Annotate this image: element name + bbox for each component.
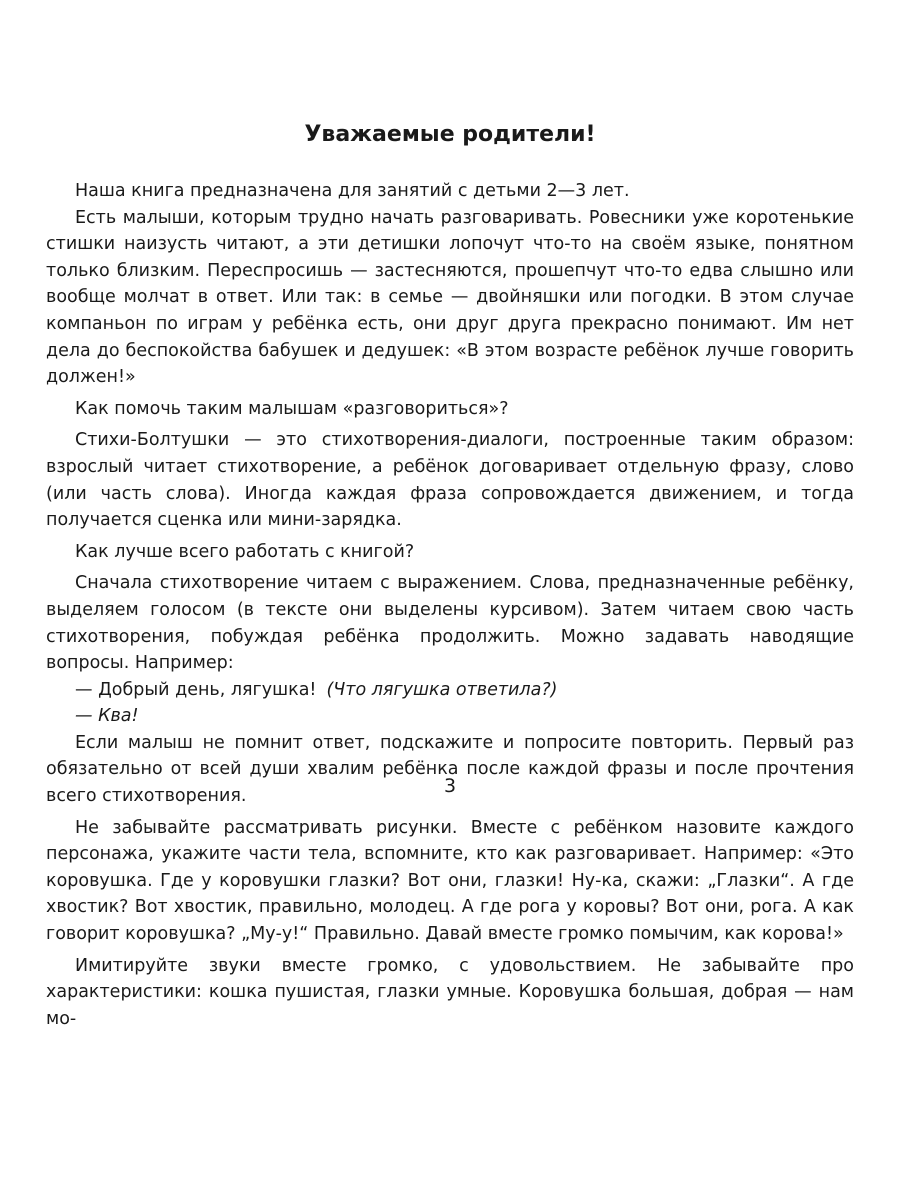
dialogue-prompt-italic: (Что лягушка ответила?): [326, 679, 558, 700]
paragraph-question-help: Как помочь таким малышам «разговориться»?: [75, 398, 509, 419]
book-page: [46, 0, 854, 1200]
page-number: 3: [443, 775, 457, 797]
body-text: [46, 178, 854, 1032]
paragraph-question-work: Как лучше всего работать с книгой?: [75, 541, 415, 562]
paragraph-intro: Наша книга предназначена для занятий с детьми 2—3 лет.: [75, 181, 630, 201]
paragraph-praise: Если малыш не помнит ответ, подскажите и попросите повторить. Первый раз обязательно от всей души хвалим ребёнка после каждой фразы и после прочтения всего стихотворения.: [46, 732, 854, 807]
dialogue-line-greeting: [46, 677, 854, 704]
paragraph-pictures: Не забывайте рассматривать рисунки. Вместе с ребёнком назовите каждого персонажа, укажите части тела, вспомните, кто как разговаривает. Например: «Это коровушка. Где у коровушки глазки? Вот они, глазки! Ну-ка, скажи: „Глазки“. А где хвостик? Вот хвостик, правильно, молодец. А где рога у коровы? Вот они, рога. А как говорит коровушка? „Му-у!“ Правильно. Давай вместе громко помычим, как корова!»: [46, 817, 854, 945]
paragraph-method: Сначала стихотворение читаем с выражением. Слова, предназначенные ребёнку, выделяем голосом (в тексте они выделены курсивом). Затем читаем свою часть стихотворения, побуждая ребёнка продолжить. Можно задавать наводящие вопросы. Например:: [46, 573, 854, 674]
dialogue-line-answer: [46, 703, 854, 730]
paragraph-description: Стихи-Болтушки — это стихотворения-диалоги, построенные таким образом: взрослый читает стихотворение, а ребёнок договаривает отдельную фразу, слово (или часть слова). Иногда каждая фраза сопровождается движением, и тогда получается сценка или мини-зарядка.: [46, 430, 854, 531]
dialogue-answer-italic: — Ква!: [75, 706, 139, 727]
paragraph-sounds: Имитируйте звуки вместе громко, с удовольствием. Не забывайте про характеристики: кошка пушистая, глазки умные. Коровушка большая, добрая — нам мо-: [46, 955, 854, 1029]
page-title: Уважаемые родители!: [304, 122, 596, 147]
dialogue-greeting-text: — Добрый день, лягушка!: [75, 679, 317, 700]
paragraph-problem: Есть малыши, которым трудно начать разговаривать. Ровесники уже коротенькие стишки наизусть читают, а эти детишки лопочут что-то на своём языке, понятном только близким. Переспросишь — застесняются, прошепчут что-то едва слышно или вообще молчат в ответ. Или так: в семье — двойняшки или погодки. В этом случае компаньон по играм у ребёнка есть, они друг друга прекрасно понимают. Им нет дела до беспокойства бабушек и дедушек: «В этом возрасте ребёнок лучше говорить должен!»: [46, 207, 854, 388]
